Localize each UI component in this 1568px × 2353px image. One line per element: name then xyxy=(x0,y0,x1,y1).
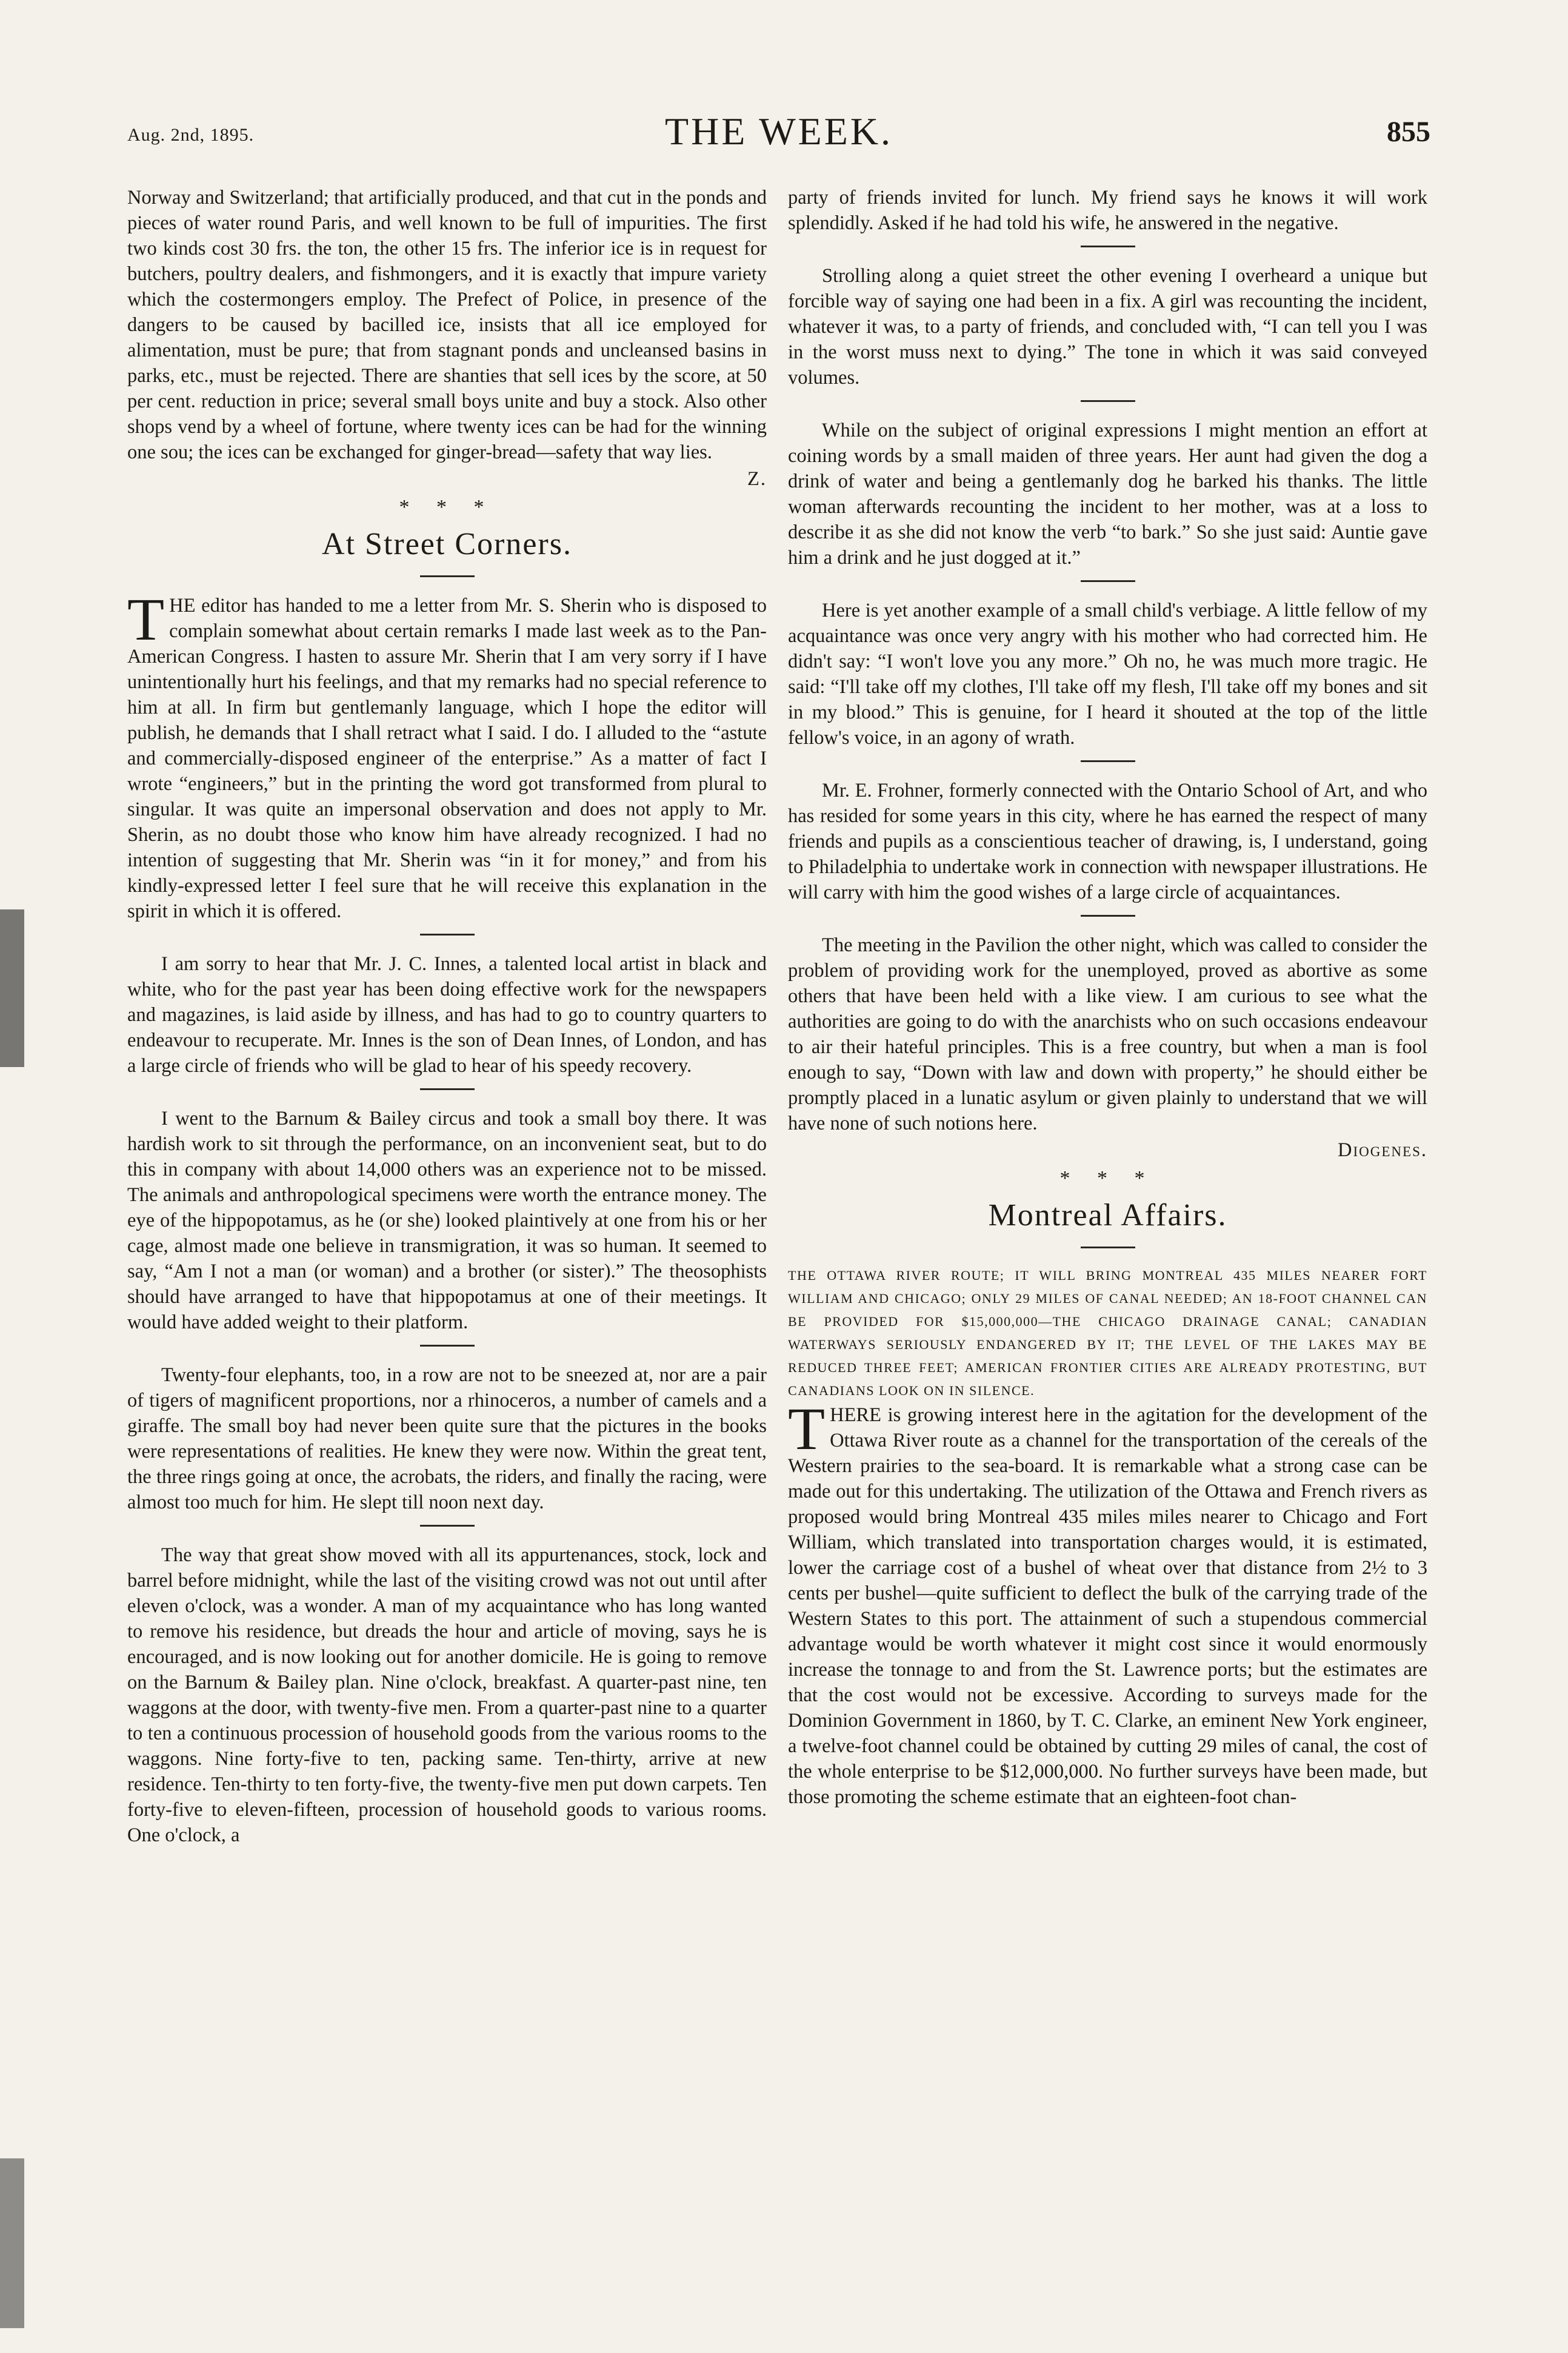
article-paragraph: Mr. E. Frohner, formerly connected with the Ontario School of Art, and who has resided for some years in this city, where he has earned the respect of many friends and pupils as a conscientious teacher of drawing, is, I understand, going to Philadelphia to undertake work in connection with newspaper illustrations. He will carry with him the good wishes of a large circle of acquaintances. xyxy=(788,780,1427,903)
section-title: Montreal Affairs. xyxy=(988,1198,1227,1233)
section-ornament: * * * xyxy=(399,496,495,518)
divider xyxy=(420,1525,475,1527)
binding-shadow xyxy=(0,909,24,1067)
author-signature: Z. xyxy=(747,468,767,490)
divider xyxy=(1081,760,1135,762)
article-paragraph: Here is yet another example of a small child's verbiage. A little fellow of my acquaintance was once very angry with his mother who had corrected him. He didn't say: “I won't love you any more.” Oh no, he was much more tragic. He said: “I'll take off my clothes, I'll take off my flesh, I'll take off my bones and sit in my blood.” This is genuine, for I heard it shouted at the top of the little fellow's voice, in an agony of wrath. xyxy=(788,600,1427,749)
left-column xyxy=(127,185,767,1848)
article-paragraph: The way that great show moved with all its appurtenances, stock, lock and barrel before midnight, while the last of the visiting crowd was not out until after eleven o'clock, was a wonder. A man of my acquaintance who has long wanted to remove his residence, but dreads the hour and article of moving, says he is encouraged, and is now looking out for another domicile. He is going to remove on the Barnum & Bailey plan. Nine o'clock, breakfast. A quarter-past nine, ten waggons at the door, with twenty-five men. From a quarter-past nine to a quarter to ten a continuous procession of household goods from the various rooms to the waggons. Nine forty-five to ten, packing same. Ten-thirty, arrive at new residence. Ten-thirty to ten forty-five, the twenty-five men put down carpets. Ten forty-five to eleven-fifteen, procession of household goods to various rooms. One o'clock, a xyxy=(127,1544,767,1846)
section-ornament: * * * xyxy=(1059,1167,1156,1190)
publication-title: THE WEEK. xyxy=(664,110,893,153)
page-header xyxy=(127,109,1430,164)
article-paragraph: I am sorry to hear that Mr. J. C. Innes, a talented local artist in black and white, who for the past year has been doing effective work for the newspapers and magazines, is laid aside by illness, and has had to go to country quarters to endeavour to recuperate. Mr. Innes is the son of Dean Innes, of London, and has a large circle of friends who will be glad to hear of his speedy recovery. xyxy=(127,953,767,1077)
article-paragraph: Twenty-four elephants, too, in a row are not to be sneezed at, nor are a pair of tigers of magnificent proportions, nor a rhinoceros, a number of camels and a giraffe. The small boy had never been quite sure that the pictures in the books were representations of realities. He knew they were now. Within the great tent, the three rings going at once, the acrobats, the riders, and finally the racing, were almost too much for him. He slept till noon next day. xyxy=(127,1364,767,1513)
author-signature: Diogenes. xyxy=(1338,1139,1427,1161)
article-paragraph: The meeting in the Pavilion the other night, which was called to consider the problem of providing work for the unemployed, proved as abortive as some others that have been held with a like view. I am curious to see what the authorities are going to do with the anarchists who on such occasions endeavour to air their hateful principles. This is a free country, but when a man is fool enough to say, “Down with law and down with property,” he should either be promptly placed in a lunatic asylum or given plainly to understand that we will have none of such notions here. xyxy=(788,934,1427,1134)
section-summary: THE OTTAWA RIVER ROUTE; IT WILL BRING MONTREAL 435 MILES NEARER FORT WILLIAM AND CHICAGO; ONLY 29 MILES OF CANAL NEEDED; AN 18-FOOT CHANNEL CAN BE PROVIDED FOR $15,000,000—THE CHICAGO DRAINAGE CANAL; CANADIAN WATERWAYS SERIOUSLY ENDANGERED BY IT; THE LEVEL OF THE LAKES MAY BE REDUCED THREE FEET; AMERICAN FRONTIER CITIES ARE ALREADY PROTESTING, BUT CANADIANS LOOK ON IN SILENCE. xyxy=(788,1268,1427,1398)
binding-shadow xyxy=(0,2158,24,2328)
article-paragraph: party of friends invited for lunch. My friend says he knows it will work splendidly. Asked if he had told his wife, he answered in the negative. xyxy=(788,187,1427,234)
page-number: 855 xyxy=(1387,116,1430,148)
divider xyxy=(1081,1247,1135,1248)
article-paragraph: Norway and Switzerland; that artificially produced, and that cut in the ponds and pieces of water round Paris, and well known to be full of impurities. The first two kinds cost 30 frs. the ton, the other 15 frs. The inferior ice is in request for butchers, poultry dealers, and fishmongers, and it is exactly that impure variety which the costermongers employ. The Prefect of Police, in presence of the dangers to be caused by bacilled ice, insists that all ice employed for alimentation, must be pure; that from stagnant ponds and uncleansed basins in parks, etc., must be rejected. There are shanties that sell ices by the score, at 50 per cent. reduction in price; several small boys unite and buy a stock. Also other shops vend by a wheel of fortune, where twenty ices can be had for the winning one sou; the ices can be exchanged for ginger-bread—safety that way lies. xyxy=(127,187,767,463)
article-paragraph: THE editor has handed to me a letter from Mr. S. Sherin who is disposed to complain somewhat about certain remarks I made last week as to the Pan-American Congress. I hasten to assure Mr. Sherin that I am very sorry if I have unintentionally hurt his feelings, and that my remarks had no special reference to him at all. In firm but gentlemanly language, which I hope the editor will publish, he demands that I shall retract what I said. I do. I alluded to the “astute and commercially-disposed engineer of the enterprise.” As a matter of fact I wrote “engineers,” but in the printing the word got transformed from plural to singular. It was quite an impersonal observation and does not apply to Mr. Sherin, as no doubt those who know him have already recognized. I had no intention of suggesting that Mr. Sherin was “in it for money,” and from his kindly-expressed letter I feel sure that he will receive this explanation in the spirit in which it is offered. xyxy=(127,586,767,922)
divider xyxy=(1081,580,1135,582)
article-paragraph: Strolling along a quiet street the other evening I overheard a unique but forcible way of saying one had been in a fix. A girl was recounting the incident, whatever it was, to a party of friends, and concluded with, “I can tell you I was in the worst muss next to dying.” The tone in which it was said conveyed volumes. xyxy=(788,265,1427,389)
divider xyxy=(420,575,475,577)
article-paragraph: While on the subject of original expressions I might mention an effort at coining words by a small maiden of three years. Her aunt had given the dog a drink of water and being a gentlemanly dog he barked his thanks. The little woman afterwards recounting the incident to her mother, was at a loss to describe it as she did not know the verb “to bark.” So she just said: Auntie gave him a drink and he just dogged at it.” xyxy=(788,420,1427,569)
divider xyxy=(1081,915,1135,917)
divider xyxy=(1081,400,1135,402)
section-title: At Street Corners. xyxy=(322,527,572,561)
divider xyxy=(1081,246,1135,247)
divider xyxy=(420,1088,475,1090)
divider xyxy=(420,1345,475,1347)
issue-date: Aug. 2nd, 1895. xyxy=(127,125,255,145)
article-paragraph: I went to the Barnum & Bailey circus and took a small boy there. It was hardish work to sit through the performance, on an inconvenient seat, but to do this in company with about 14,000 others was an experience not to be missed. The animals and anthropological specimens were worth the entrance money. The eye of the hippopotamus, as he (or she) looked plaintively at one from his or her cage, almost made one believe in transmigration, it was so human. It seemed to say, “Am I not a man (or woman) and a brother (or sister).” The theosophists should have arranged to have that hippopotamus at one of their meetings. It would have added weight to their platform. xyxy=(127,1108,767,1333)
divider xyxy=(420,934,475,936)
article-paragraph: THERE is growing interest here in the agitation for the development of the Ottawa River route as a channel for the transportation of the cereals of the Western prairies to the sea-board. It is remarkable what a strong case can be made out for this undertaking. The utilization of the Ottawa and French rivers as proposed would bring Montreal 435 miles miles nearer to Chicago and Fort William, which translated into transportation charges would, it is estimated, lower the carriage cost of a bushel of wheat over that distance from 2½ to 3 cents per bushel—quite sufficient to deflect the bulk of the carrying trade of the Western States to this port. The attainment of such a stupendous commercial advantage would be worth whatever it might cost since it would enormously increase the tonnage to and from the St. Lawrence ports; but the estimates are that the cost would not be excessive. According to surveys made for the Dominion Government in 1860, by T. C. Clarke, an eminent New York engineer, a twelve-foot channel could be obtained by cutting 29 miles of canal, the cost of the whole enterprise to be $12,000,000. No further surveys have been made, but those promoting the scheme estimate that an eighteen-foot chan- xyxy=(788,1395,1427,1808)
right-column xyxy=(788,185,1427,1810)
